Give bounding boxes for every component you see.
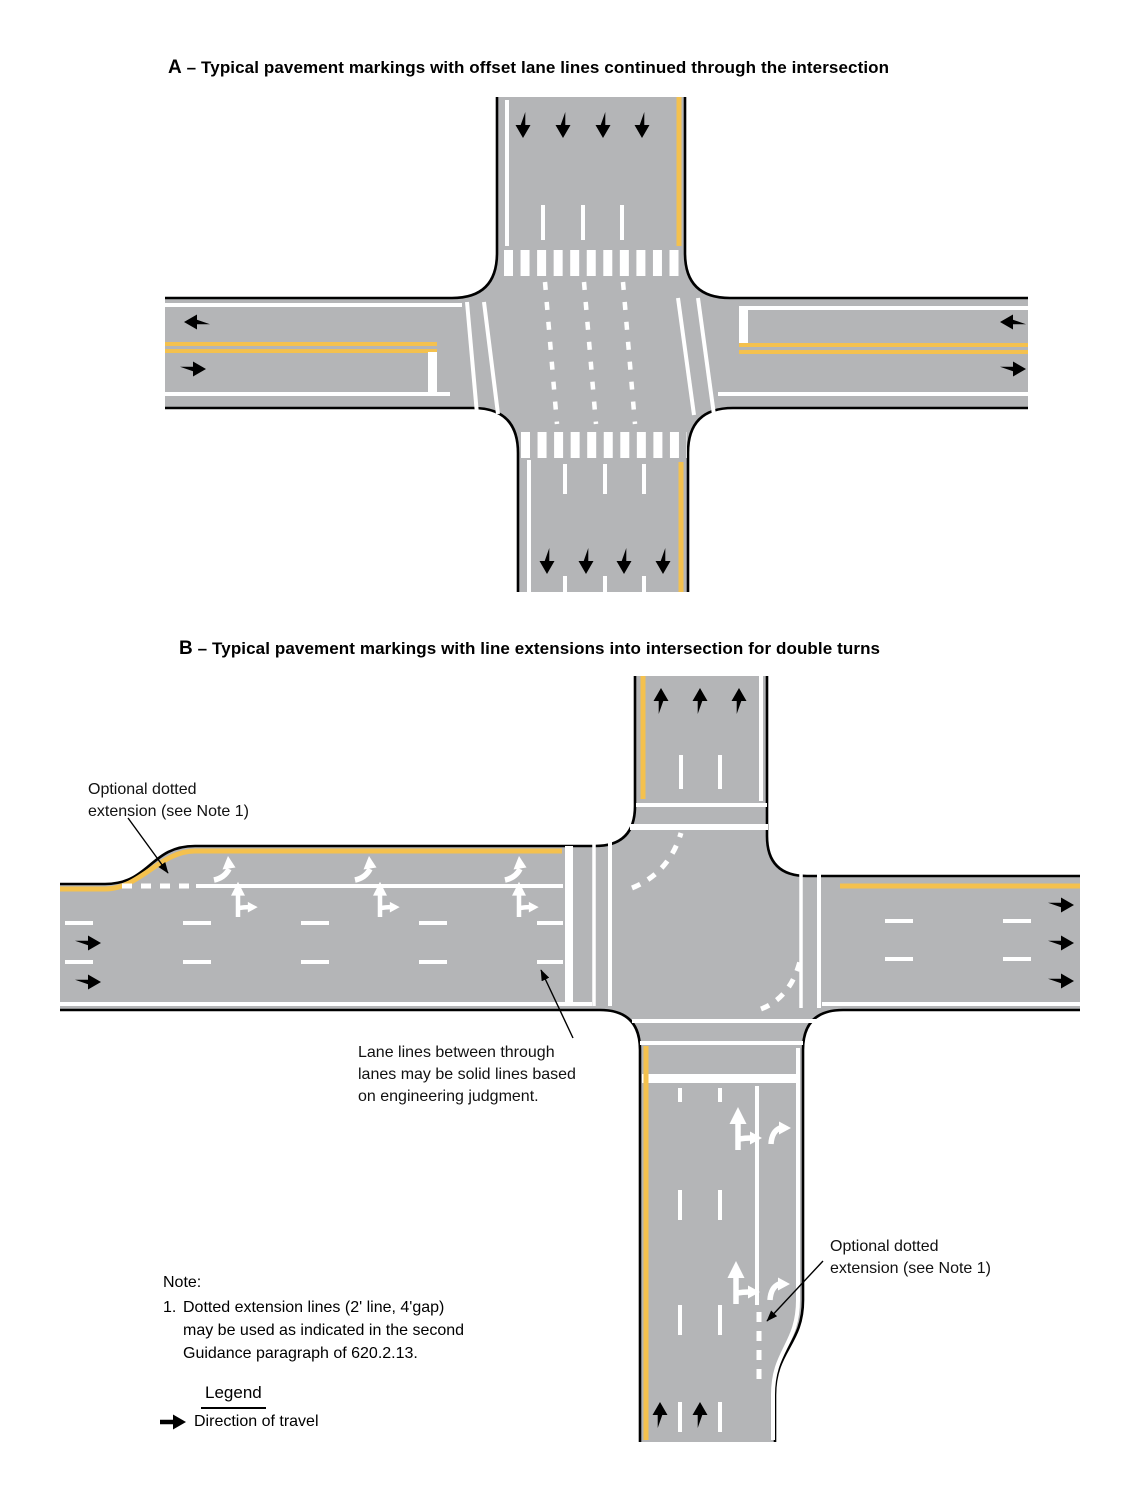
figure-b-title [179,638,880,660]
annotation-lane-lines: Lane lines between through lanes may be solid lines based on engineering judgment. [358,1044,576,1105]
stop-line-south [642,1074,798,1083]
note-heading: Note: [163,1274,202,1291]
figure-b-title-text: Typical pavement markings with line extensions into intersection for double turns [212,639,881,658]
note-item-1: 1. Dotted extension lines (2' line, 4'gap) may be used as indicated in the second Guidance paragraph of 620.2.13. [163,1296,493,1365]
legend-direction-of-travel: Direction of travel [160,1413,319,1431]
figure-b-label: B [179,638,193,659]
figure-a-title-text: Typical pavement markings with offset lane lines continued through the intersection [201,58,890,77]
figure-a-label: A [168,57,182,78]
figure-a-dash: – [186,58,197,77]
figure-b-dash: – [197,639,208,658]
figure-a-title [168,57,889,79]
diagram-a [165,97,1028,592]
annotation-optional-extension-left: Optional dotted extension (see Note 1) [88,781,249,820]
annotation-optional-extension-right: Optional dotted extension (see Note 1) [830,1238,991,1277]
note-item-number: 1. [163,1299,177,1316]
direction-of-travel-arrow-icon [160,1414,187,1430]
stop-line-west [565,846,573,1004]
legend-heading: Legend [201,1383,266,1409]
